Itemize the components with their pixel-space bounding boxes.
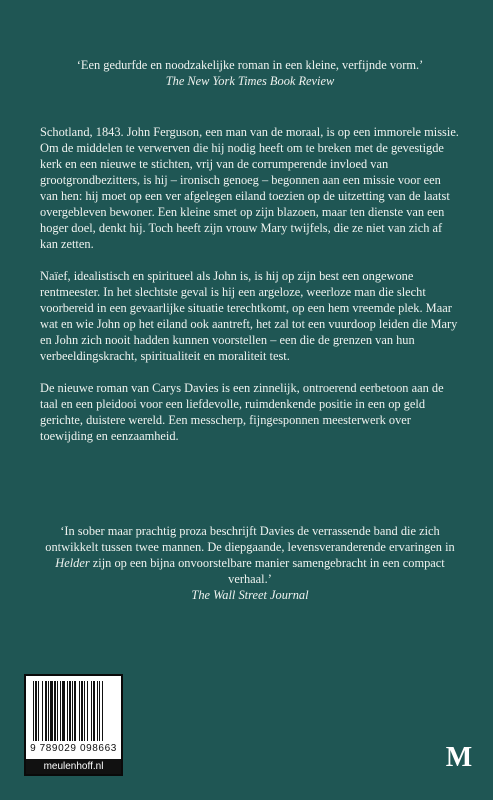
- svg-text:M: M: [446, 744, 472, 768]
- barcode-bar: [60, 681, 61, 741]
- barcode-bar: [54, 681, 56, 741]
- barcode-bar: [35, 681, 37, 741]
- barcode-bar: [81, 681, 83, 741]
- top-quote-text: ‘Een gedurfde en noodzakelijke roman in een kleine, verfijnde vorm.’: [76, 58, 424, 72]
- barcode-bar: [42, 681, 43, 741]
- barcode-bar: [84, 681, 85, 741]
- barcode-bar: [99, 681, 100, 741]
- top-review-quote: [40, 57, 460, 89]
- barcode-bar: [87, 681, 88, 741]
- bottom-quote-book-title: Helder: [55, 556, 90, 570]
- barcode-bar: [50, 681, 53, 741]
- blurb-paragraph-1: Schotland, 1843. John Ferguson, een man van de moraal, is op een immorele missie. Om de middelen te verwerven die hij nodig heeft om te breken met de gevestigde kerk en een nieuwe te stichten, vrij van de corrumperende invloed van grootgrondbezitters, is hij – ironisch genoeg – begonnen aan een missie voor een van hen: hij moet op een ver afgelegen eiland toezien op de uitzetting van de laatst overgebleven bewoner. Een kleine smet op zijn blazoen, maar ten dienste van een hoger doel, denkt hij. Toch heeft zijn vrouw Mary twijfels, die ze niet van zich af kan zetten.: [40, 125, 459, 251]
- barcode-bar: [79, 681, 80, 741]
- publisher-website: meulenhoff.nl: [26, 759, 121, 774]
- barcode-bar: [48, 681, 49, 741]
- barcode-bar: [72, 681, 73, 741]
- bottom-quote-text-a: ‘In sober maar prachtig proza beschrijft Davies de verrassende band die zich ontwikkelt tussen twee mannen. De diepgaande, levensveranderende ervaringen in: [45, 524, 455, 554]
- barcode-bar: [91, 681, 92, 741]
- top-quote-source: The New York Times Book Review: [165, 74, 335, 88]
- barcode-bar: [45, 681, 47, 741]
- barcode-bar: [38, 681, 39, 741]
- blurb: [40, 124, 460, 460]
- barcode-bar: [97, 681, 98, 741]
- bottom-quote-source: The Wall Street Journal: [191, 588, 309, 602]
- barcode-label: [24, 674, 123, 776]
- blurb-paragraph-2: Naïef, idealistisch en spiritueel als John is, is hij op zijn best een ongewone rentmeester. In het slechtste geval is hij een argeloze, weerloze man die slecht voorbereid in een gevaarlijke situatie terechtkomt, op een hem vreemde plek. Maar wat en wie John op het eiland ook aantreft, het zal tot een vuurdoop leiden die Mary en John zich nooit hadden kunnen voorstellen – een die de grenzen van hun verbeeldingskracht, spiritualiteit en moraliteit test.: [40, 269, 458, 363]
- barcode-icon: [31, 681, 116, 741]
- barcode-bar: [74, 681, 76, 741]
- barcode-bar: [67, 681, 68, 741]
- barcode-bar: [57, 681, 58, 741]
- blurb-paragraph-3: De nieuwe roman van Carys Davies is een zinnelijk, ontroerend eerbetoon aan de taal en een pleidooi voor een liefdevolle, ruimdenkende positie in een op geld gerichte, duistere wereld. Een messcherp, fijngesponnen meesterwerk over toewijding en eenzaamheid.: [40, 381, 444, 443]
- barcode-bar: [69, 681, 71, 741]
- barcode-bar: [62, 681, 65, 741]
- bottom-review-quote: [40, 523, 460, 603]
- bottom-quote-text-b: zijn op een bijna onvoorstelbare manier samengebracht in een compact verhaal.’: [89, 556, 445, 586]
- isbn-number: 9 789029 098663: [30, 743, 117, 754]
- publisher-logo-icon: [446, 744, 472, 768]
- barcode-bar: [33, 681, 34, 741]
- barcode-bar: [102, 681, 103, 741]
- barcode-bar: [93, 681, 95, 741]
